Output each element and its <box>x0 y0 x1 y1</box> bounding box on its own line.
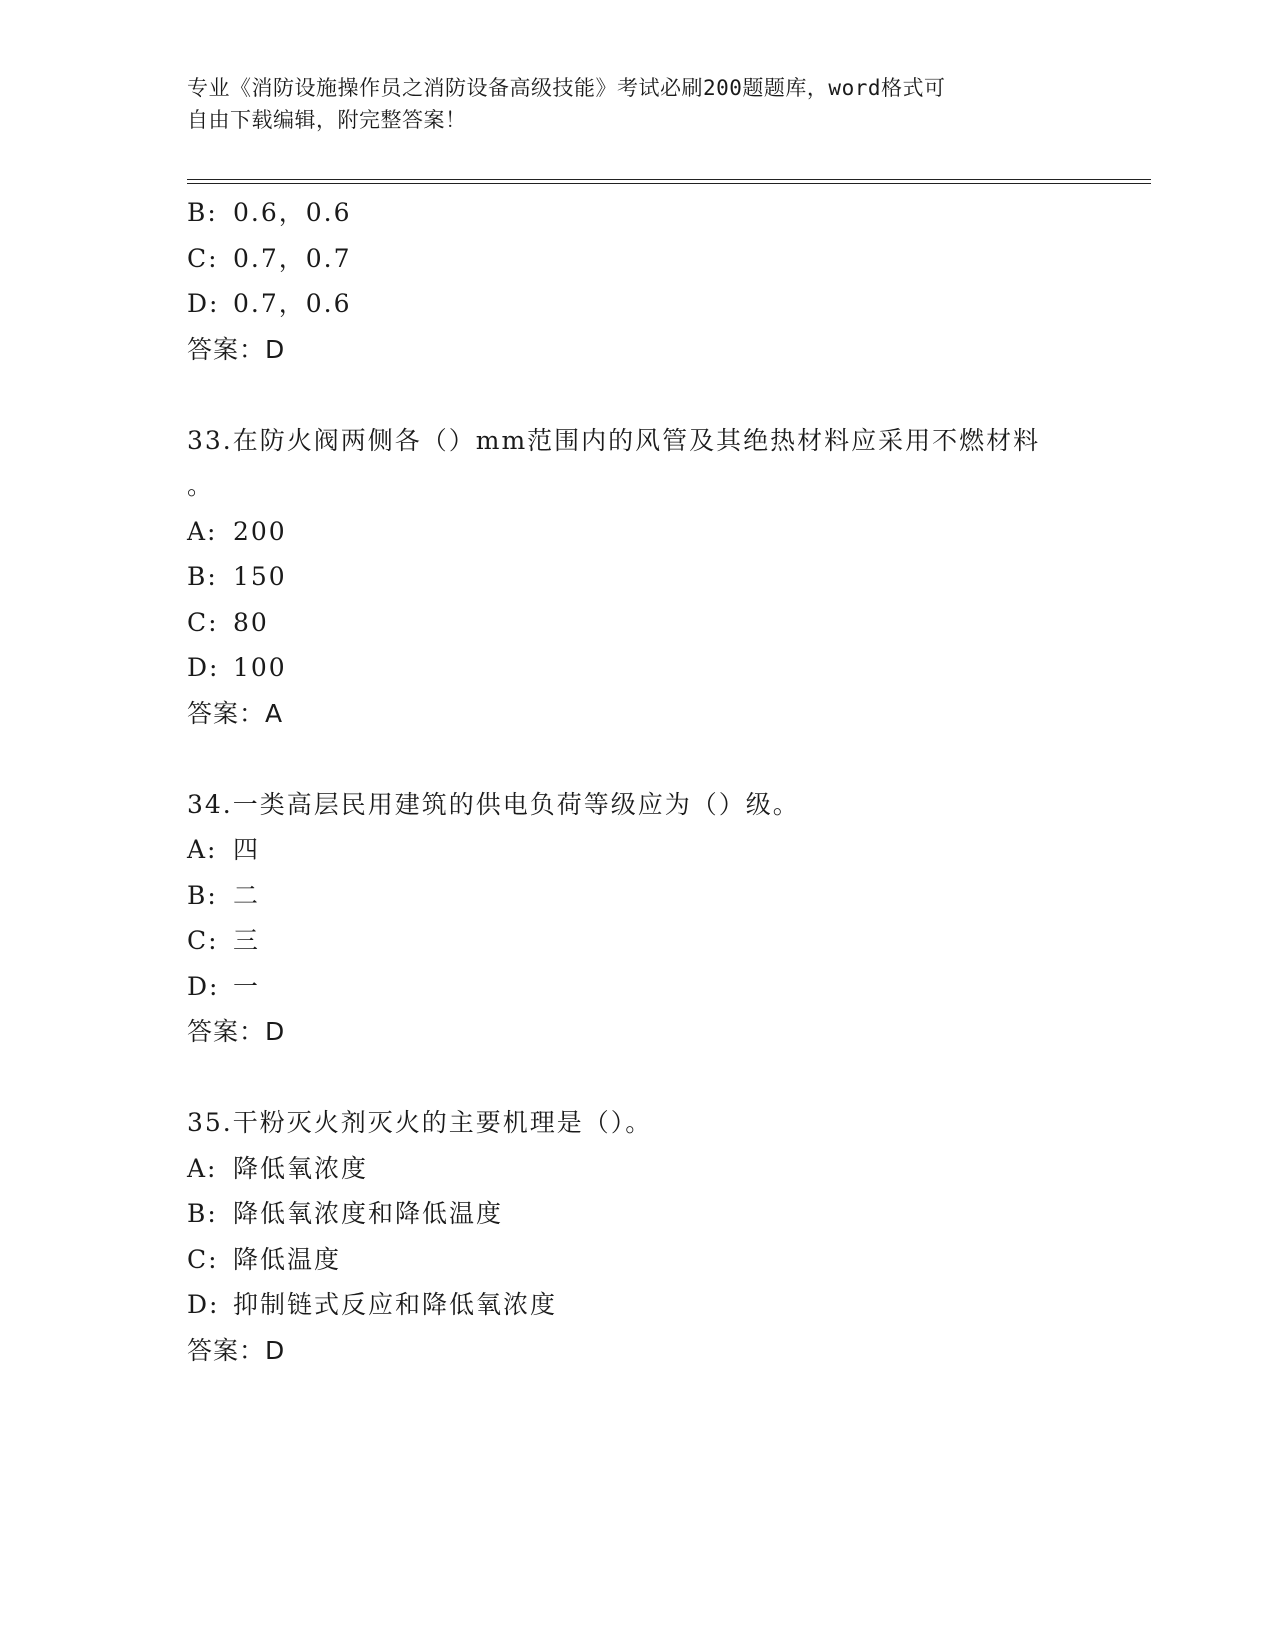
option-c: C: 降低温度 <box>187 1244 342 1274</box>
option-a: A: 200 <box>187 516 287 546</box>
spacer <box>187 1054 1087 1100</box>
option-b: B: 降低氧浓度和降低温度 <box>187 1199 504 1228</box>
option-c: C: 80 <box>187 607 269 637</box>
spacer <box>187 736 1087 782</box>
spacer <box>187 372 1087 418</box>
question-stem: 34.一类高层民用建筑的供电负荷等级应为（）级。 <box>187 789 800 819</box>
answer: 答案：D <box>187 1017 286 1046</box>
header-rule-bottom <box>187 183 1151 184</box>
header-rule-top <box>187 179 1151 180</box>
question-list <box>187 190 1087 1373</box>
option-d: D: 100 <box>187 653 287 682</box>
option-a: A: 降低氧浓度 <box>187 1153 369 1183</box>
question-35 <box>187 1100 1087 1373</box>
question-stem: 35.干粉灭火剂灭火的主要机理是（）。 <box>187 1108 653 1137</box>
option-c: C: 三 <box>187 926 261 955</box>
question-34 <box>187 782 1087 1055</box>
option-a: A: 四 <box>187 835 261 864</box>
option-d: D: 一 <box>187 971 261 1001</box>
question-stem: 33.在防火阀两侧各（）mm范围内的风管及其绝热材料应采用不燃材料 <box>187 425 1041 455</box>
question-33 <box>187 418 1087 736</box>
document-header <box>187 72 1087 136</box>
question-stem-continuation: 。 <box>187 471 215 500</box>
answer: 答案：D <box>187 1335 286 1365</box>
answer: 答案：D <box>187 334 286 364</box>
header-line-1: 专业《消防设施操作员之消防设备高级技能》考试必刷200题题库，word格式可 <box>187 76 946 100</box>
option-b: B: 二 <box>187 880 261 910</box>
answer: 答案：A <box>187 698 284 728</box>
option-b: B: 0.6，0.6 <box>187 198 352 227</box>
question-32-continued <box>187 190 1087 372</box>
option-d: D: 抑制链式反应和降低氧浓度 <box>187 1290 558 1319</box>
option-b: B: 150 <box>187 562 287 591</box>
option-c: C: 0.7，0.7 <box>187 243 352 273</box>
option-d: D: 0.7，0.6 <box>187 289 352 318</box>
header-line-2: 自由下载编辑，附完整答案！ <box>187 108 467 132</box>
